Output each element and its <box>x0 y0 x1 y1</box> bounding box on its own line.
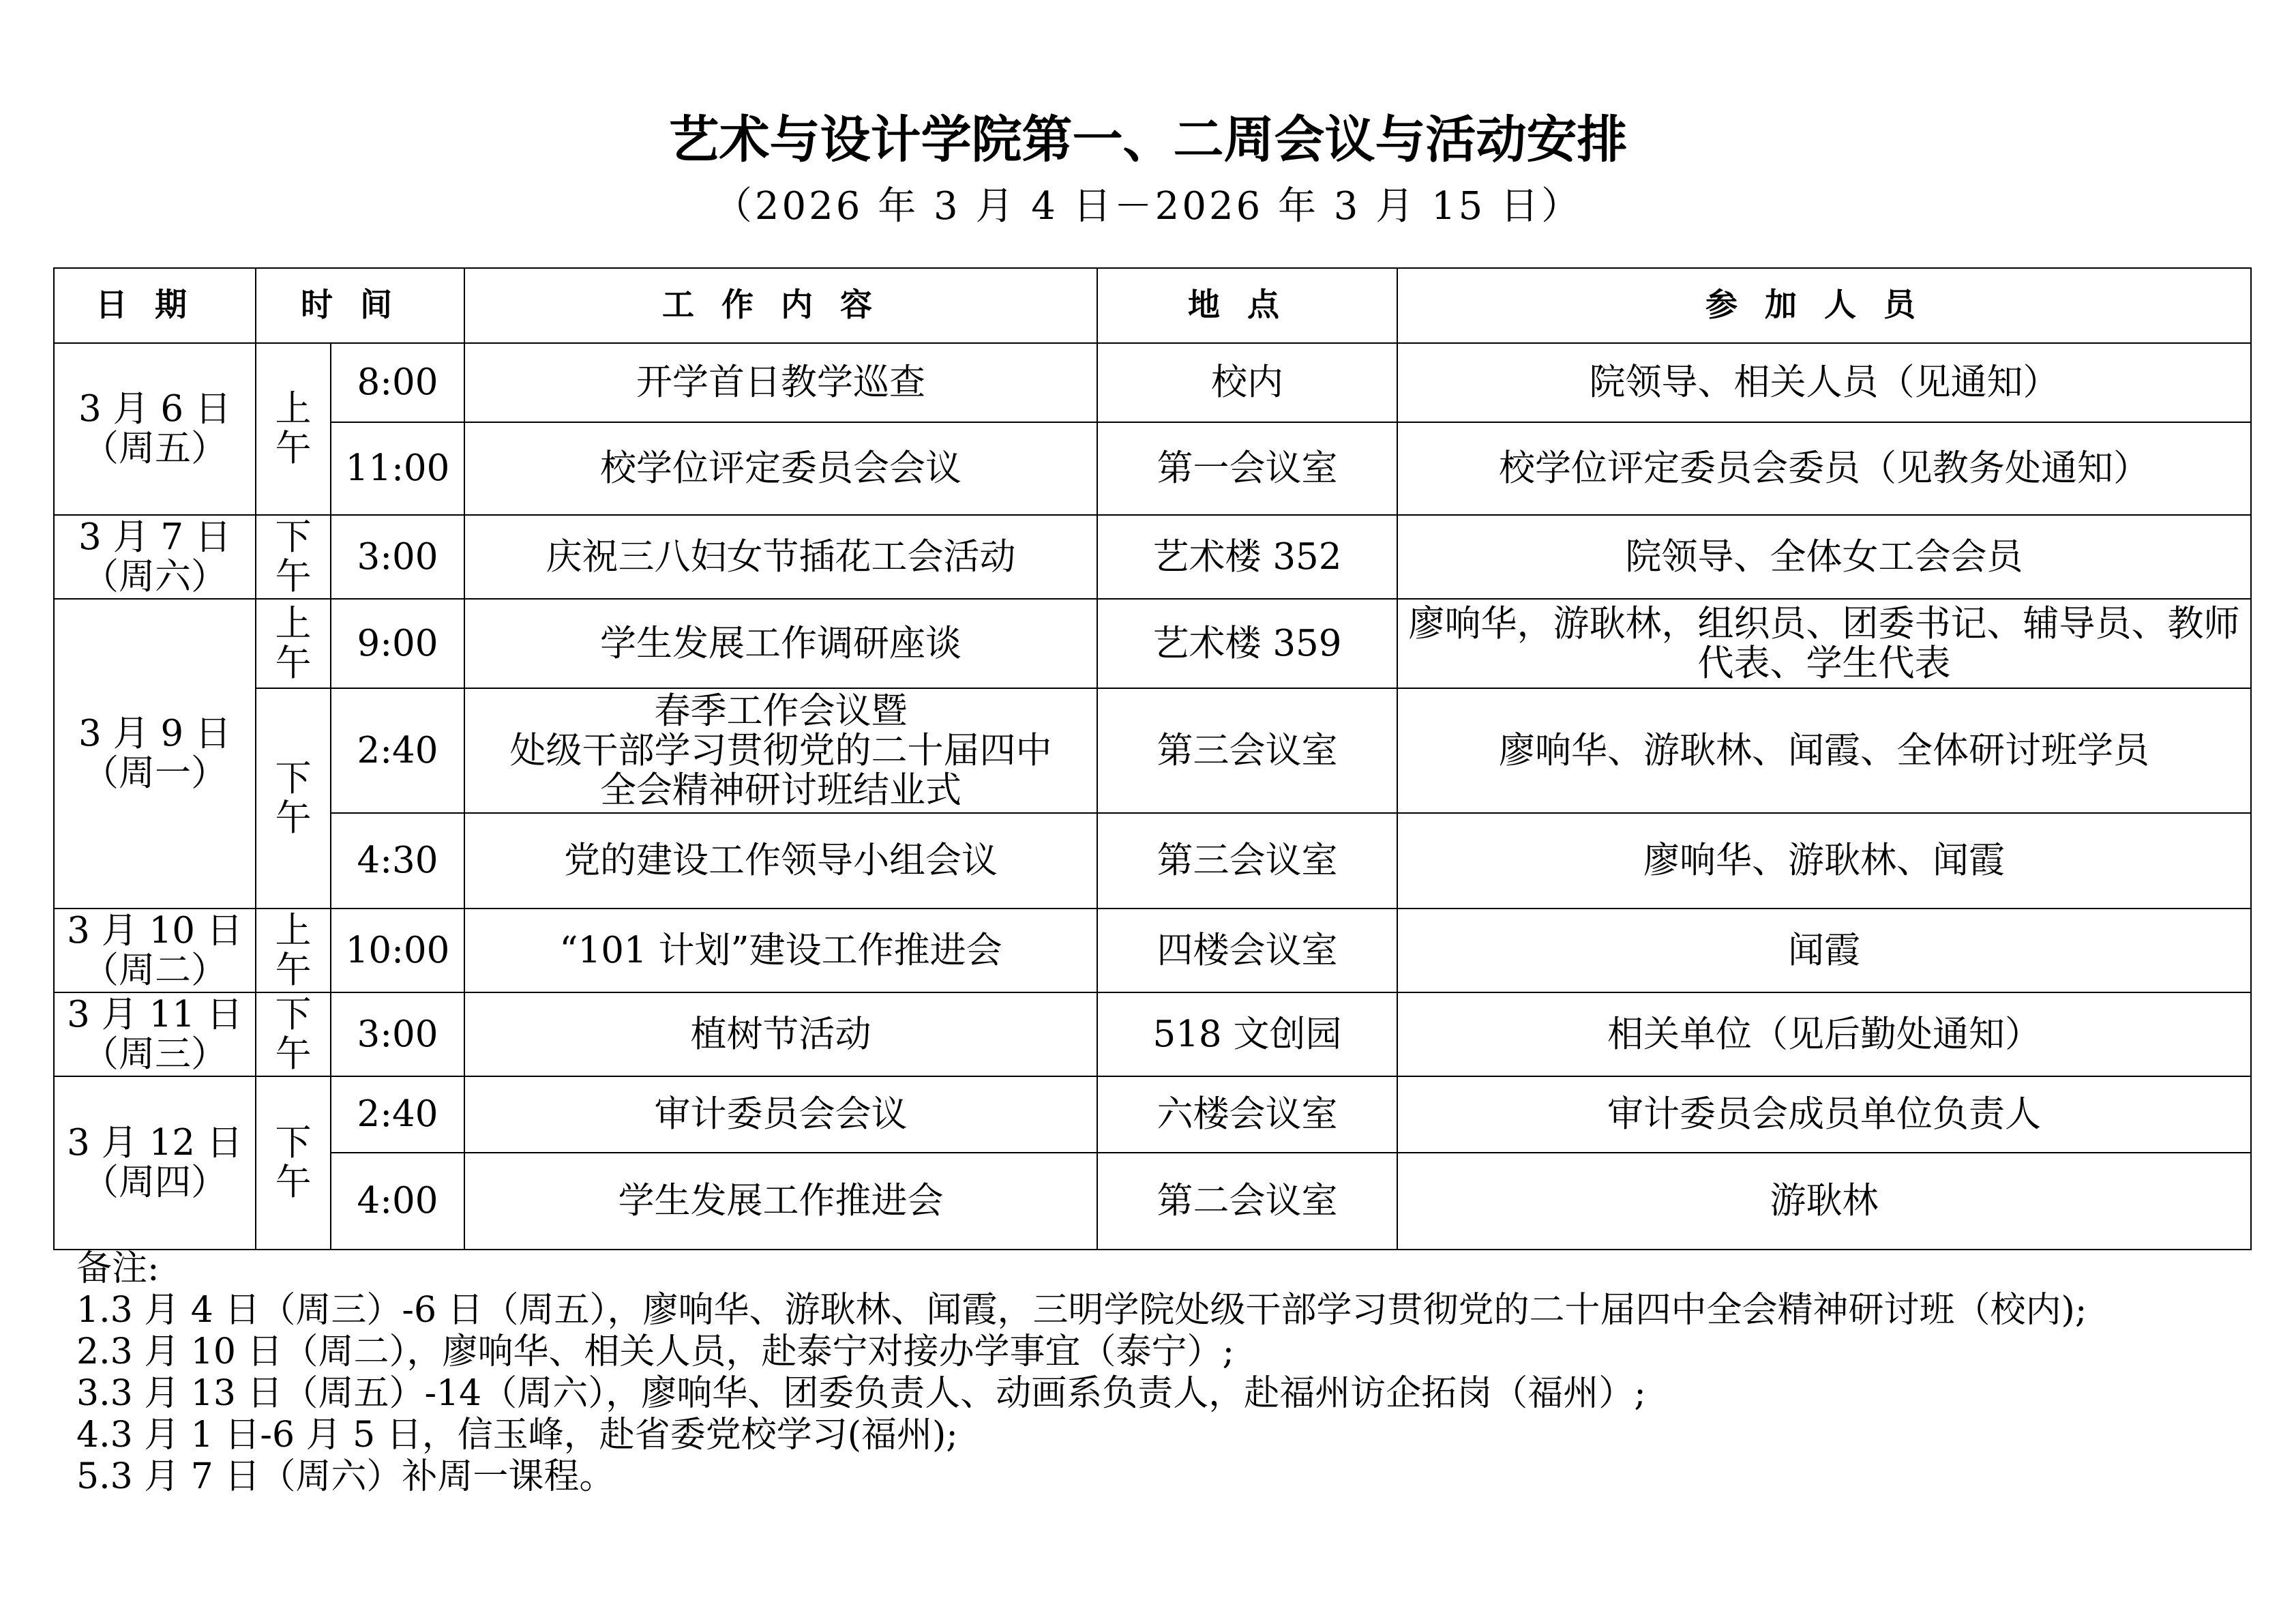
content-line: 处级干部学习贯彻党的二十届四中 <box>509 729 1052 771</box>
location-cell: 第二会议室 <box>1097 1153 1397 1250</box>
content-cell: 党的建设工作领导小组会议 <box>464 813 1097 909</box>
people-cell: 校学位评定委员会委员（见教务处通知） <box>1397 422 2251 515</box>
content-cell: 庆祝三八妇女节插花工会活动 <box>464 515 1097 599</box>
ampm-cell: 上午 <box>256 909 331 992</box>
location-cell: 校内 <box>1097 343 1397 422</box>
time-cell: 3:00 <box>331 515 464 599</box>
note-item: 3.3 月 13 日（周五）-14（周六），廖响华、团委负责人、动画系负责人，赴福州访企拓岗（福州）; <box>76 1373 1646 1414</box>
weekday-text: （周二） <box>83 949 227 991</box>
date-range-subtitle: （2026 年 3 月 4 日－2026 年 3 月 15 日） <box>713 184 1583 228</box>
content-cell: 校学位评定委员会会议 <box>464 422 1097 515</box>
people-cell: 廖响华，游耿林，组织员、团委书记、辅导员、教师代表、学生代表 <box>1397 599 2251 688</box>
weekday-text: （周四） <box>83 1162 227 1203</box>
weekday-text: （周六） <box>83 555 227 597</box>
weekday-text: （周五） <box>83 428 227 469</box>
date-text: 3 月 12 日 <box>67 1122 243 1164</box>
location-cell: 第一会议室 <box>1097 422 1397 515</box>
table-row <box>54 992 2251 1076</box>
date-cell <box>54 343 256 515</box>
location-cell: 518 文创园 <box>1097 992 1397 1076</box>
content-cell: “101 计划”建设工作推进会 <box>464 909 1097 992</box>
table-row <box>54 422 2251 515</box>
content-cell <box>464 688 1097 813</box>
time-cell: 3:00 <box>331 992 464 1076</box>
people-cell: 院领导、相关人员（见通知） <box>1397 343 2251 422</box>
ampm-cell: 上午 <box>256 343 331 515</box>
people-cell: 廖响华、游耿林、闻霞 <box>1397 813 2251 909</box>
note-item: 4.3 月 1 日-6 月 5 日，信玉峰，赴省委党校学习(福州); <box>76 1415 958 1456</box>
table-row <box>54 343 2251 422</box>
weekday-text: （周三） <box>83 1033 227 1075</box>
notes-section <box>76 1248 2258 1498</box>
content-line: 全会精神研讨班结业式 <box>600 769 961 811</box>
table-row <box>54 813 2251 909</box>
header-location: 地点 <box>1097 268 1397 343</box>
people-cell: 闻霞 <box>1397 909 2251 992</box>
people-cell: 游耿林 <box>1397 1153 2251 1250</box>
table-row <box>54 1153 2251 1250</box>
table-row <box>54 599 2251 688</box>
date-cell <box>54 515 256 599</box>
header-content: 工作内容 <box>464 268 1097 343</box>
date-cell <box>54 909 256 992</box>
date-text: 3 月 10 日 <box>67 909 243 951</box>
time-cell: 8:00 <box>331 343 464 422</box>
table-row <box>54 1076 2251 1153</box>
time-cell: 4:00 <box>331 1153 464 1250</box>
weekday-text: （周一） <box>83 752 227 794</box>
table-row <box>54 909 2251 992</box>
people-cell: 审计委员会成员单位负责人 <box>1397 1076 2251 1153</box>
date-cell <box>54 1076 256 1250</box>
header-people: 参加人员 <box>1397 268 2251 343</box>
time-cell: 10:00 <box>331 909 464 992</box>
note-item: 2.3 月 10 日（周二），廖响华、相关人员，赴泰宁对接办学事宜（泰宁）; <box>76 1331 1234 1372</box>
note-item: 1.3 月 4 日（周三）-6 日（周五），廖响华、游耿林、闻霞，三明学院处级干部学习贯彻党的二十届四中全会精神研讨班（校内); <box>76 1290 2087 1331</box>
content-cell: 开学首日教学巡查 <box>464 343 1097 422</box>
date-text: 3 月 7 日 <box>78 516 231 558</box>
people-cell: 相关单位（见后勤处通知） <box>1397 992 2251 1076</box>
time-cell: 9:00 <box>331 599 464 688</box>
schedule-table <box>53 267 2252 1250</box>
location-cell: 艺术楼 352 <box>1097 515 1397 599</box>
date-cell <box>54 599 256 909</box>
location-cell: 第三会议室 <box>1097 688 1397 813</box>
content-cell: 学生发展工作推进会 <box>464 1153 1097 1250</box>
header-time: 时间 <box>256 268 464 343</box>
content-cell: 审计委员会会议 <box>464 1076 1097 1153</box>
content-cell: 学生发展工作调研座谈 <box>464 599 1097 688</box>
note-item: 5.3 月 7 日（周六）补周一课程。 <box>76 1456 615 1497</box>
page-title: 艺术与设计学院第一、二周会议与活动安排 <box>668 110 1628 169</box>
ampm-cell: 下午 <box>256 992 331 1076</box>
ampm-cell: 下午 <box>256 515 331 599</box>
time-cell: 11:00 <box>331 422 464 515</box>
table-row <box>54 688 2251 813</box>
date-text: 3 月 6 日 <box>78 388 231 430</box>
location-cell: 六楼会议室 <box>1097 1076 1397 1153</box>
table-row <box>54 515 2251 599</box>
date-cell <box>54 992 256 1076</box>
content-line: 春季工作会议暨 <box>654 690 908 732</box>
ampm-cell: 下午 <box>256 688 331 909</box>
people-cell: 院领导、全体女工会会员 <box>1397 515 2251 599</box>
location-cell: 艺术楼 359 <box>1097 599 1397 688</box>
notes-label: 备注: <box>76 1248 160 1289</box>
ampm-cell: 下午 <box>256 1076 331 1250</box>
location-cell: 四楼会议室 <box>1097 909 1397 992</box>
date-text: 3 月 11 日 <box>67 993 243 1035</box>
location-cell: 第三会议室 <box>1097 813 1397 909</box>
date-text: 3 月 9 日 <box>78 713 231 754</box>
header-date: 日期 <box>54 268 256 343</box>
content-cell: 植树节活动 <box>464 992 1097 1076</box>
table-header-row <box>54 268 2251 343</box>
time-cell: 4:30 <box>331 813 464 909</box>
time-cell: 2:40 <box>331 1076 464 1153</box>
people-cell: 廖响华、游耿林、闻霞、全体研讨班学员 <box>1397 688 2251 813</box>
time-cell: 2:40 <box>331 688 464 813</box>
ampm-cell: 上午 <box>256 599 331 688</box>
